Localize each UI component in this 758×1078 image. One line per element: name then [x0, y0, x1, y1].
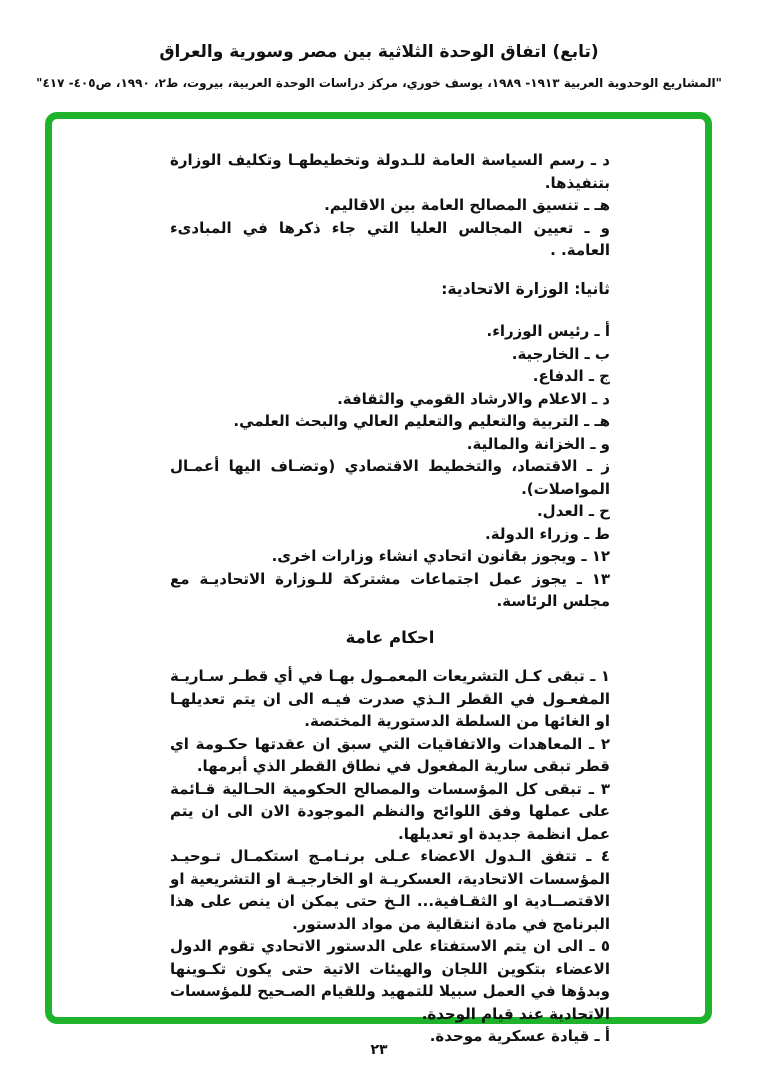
list-item: أ ـ رئيس الوزراء.	[486, 322, 610, 340]
list-item: ط ـ وزراء الدولة.	[485, 524, 610, 543]
list-item: ب ـ الخارجية.	[511, 344, 610, 363]
document-body	[52, 119, 705, 1045]
list-item: ١٢ ـ ويجوز بقانون اتحادي انشاء وزارات اخرى.	[271, 547, 610, 565]
page-number: ٢٣	[370, 1042, 388, 1058]
document-source-citation: "المشاريع الوحدوية العربية ١٩١٣- ١٩٨٩، يوسف خوري، مركز دراسات الوحدة العربية، بيروت، ط٢، ١٩٩٠، ص٤٠٥- ٤١٧"	[36, 76, 722, 90]
list-item: ١٣ ـ يجوز عمل اجتماعات مشتركة للـوزارة الاتحاديـة مع مجلس الرئاسة.	[170, 569, 610, 610]
list-item: د ـ الاعلام والارشاد القومي والثقافة.	[337, 389, 610, 408]
list-item: ٥ ـ الى ان يتم الاستفتاء على الدستور الاتحادي تقوم الدول الاعضاء بتكوين اللجان والهيئات الاتية حتى يكون تكـوينها وبدؤها في العمل سبيلا للتمهيد وللقيام الصـحيح للمؤسسات الاتحادية عند قيام الوحدة.	[170, 937, 610, 1023]
list-item: هـ ـ التربية والتعليم والتعليم العالي والبحث العلمي.	[233, 412, 610, 430]
list-item: هـ ـ تنسيق المصالح العامة بين الاقاليم.	[324, 196, 610, 214]
highlight-border-box	[45, 112, 712, 1045]
list-item: ز ـ الاقتصاد، والتخطيط الاقتصادي (وتضـاف اليها أعمـال المواصلات).	[170, 457, 610, 498]
document-title: (تابع) اتفاق الوحدة الثلاثية بين مصر وسورية والعراق	[159, 42, 599, 62]
list-item: ٤ ـ تتفق الـدول الاعضاء عـلى برنـامـج استكمـال تـوحيـد المؤسسات الاتحادية، العسكريـة او الخارجيـة او التشريعية او الاقتصــادية او الثقـافية... الـخ حتى يمكن ان ينص على هذا البرنامج في مادة انتقالية من مواد الدستور.	[170, 847, 610, 933]
section-heading-prefix: ثانيا:	[568, 279, 610, 298]
list-item: ج ـ الدفاع.	[532, 367, 610, 385]
list-item: و ـ تعيين المجالس العليا التي جاء ذكرها في المبادىء العامة. .	[170, 218, 610, 259]
list-item: ٣ ـ تبقى كل المؤسسات والمصالح الحكومية الحـالية قـائمة على عملها وفق اللوائح والنظم الموجودة الان الى ان يتم عمل انظمة جديدة او تعديلها.	[170, 779, 610, 843]
list-item: ١ ـ تبقى كـل التشريعات المعمـول بهـا في أي قطـر سـاريـة المفعـول في القطر الـذي صدرت فيـه الى ان يتم تعديلهـا او الغائها من السلطة الدستورية المختصة.	[170, 667, 610, 730]
list-item: د ـ رسم السياسة العامة للـدولة وتخطيطهـا وتكليف الوزارة بتنفيذها.	[170, 151, 610, 192]
section-heading-general-provisions: احكام عامة	[345, 627, 435, 647]
section-heading-text: الوزارة الاتحادية:	[441, 279, 569, 298]
list-item: و ـ الخزانة والمالية.	[466, 434, 610, 453]
list-item: ح ـ العدل.	[536, 502, 610, 520]
section-heading-federal-ministry	[170, 278, 610, 301]
list-item: ٢ ـ المعاهدات والاتفاقيات التي سبق ان عقدتها حكـومة اي قطر تبقى سارية المفعول في نطاق القطر الذي أبرمها.	[170, 734, 610, 775]
list-item: أ ـ قيادة عسكرية موحدة.	[429, 1027, 610, 1045]
